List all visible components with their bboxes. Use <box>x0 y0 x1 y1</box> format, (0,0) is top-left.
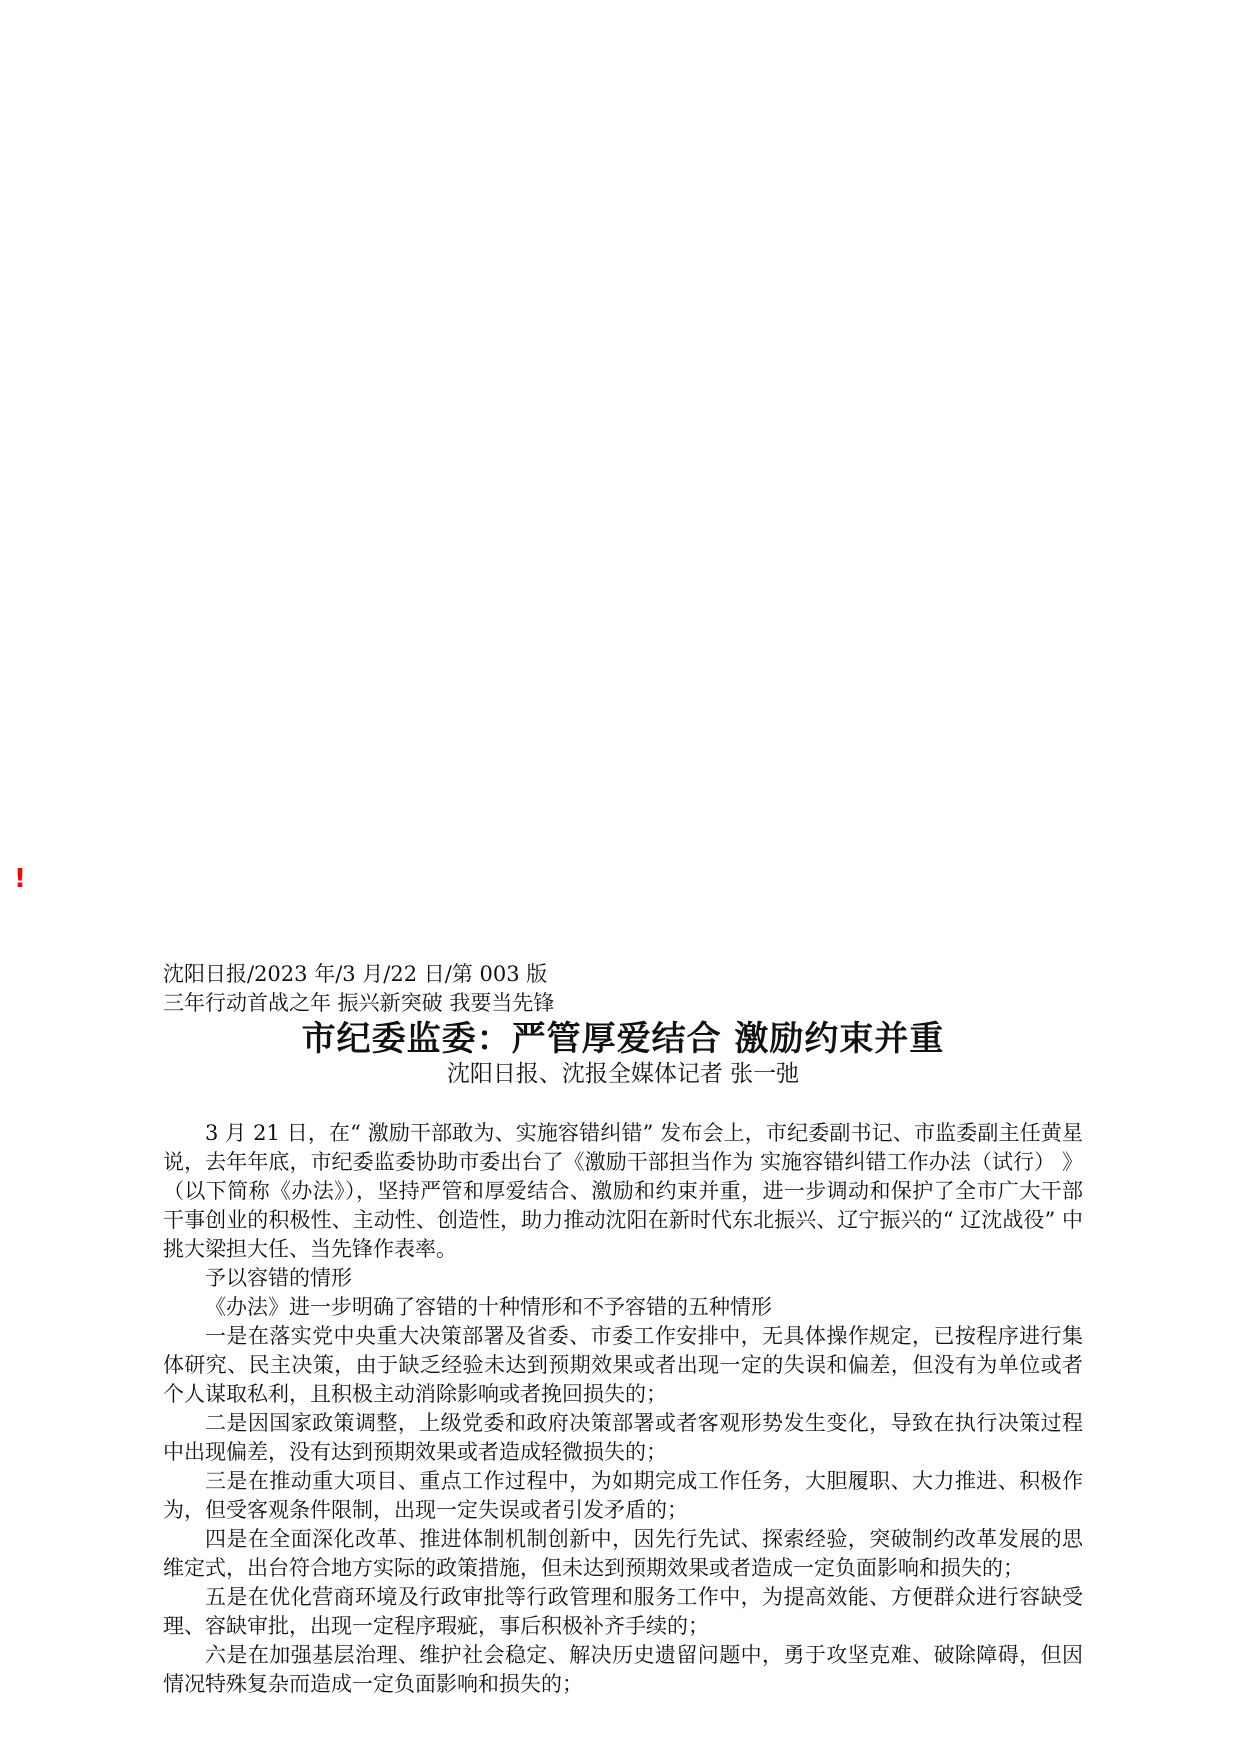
article <box>163 960 1083 1699</box>
paragraph-item-2: 二是因国家政策调整，上级党委和政府决策部署或者客观形势发生变化，导致在执行决策过程中出现偏差，没有达到预期效果或者造成轻微损失的； <box>163 1411 1083 1464</box>
byline: 沈阳日报、沈报全媒体记者 张一弛 <box>446 1061 800 1087</box>
source-line: 沈阳日报/2023 年/3 月/22 日/第 003 版 <box>163 962 548 986</box>
warning-mark: ! <box>14 864 26 894</box>
column-line: 三年行动首战之年 振兴新突破 我要当先锋 <box>163 991 555 1015</box>
section-heading: 予以容错的情形 <box>205 1266 352 1290</box>
paragraph-item-4: 四是在全面深化改革、推进体制机制创新中，因先行先试、探索经验，突破制约改革发展的思维定式，出台符合地方实际的政策措施，但未达到预期效果或者造成一定负面影响和损失的； <box>163 1527 1083 1580</box>
paragraph-intro: 3 月 21 日，在“ 激励干部敢为、实施容错纠错” 发布会上，市纪委副书记、市监委副主任黄星说，去年年底，市纪委监委协助市委出台了《激励干部担当作为 实施容错纠错工作办法（试行） 》（以下简称《办法》），坚持严管和厚爱结合、激励和约束并重，进一步调动和保护了全市广大干部干事创业的积极性、主动性、创造性，助力推动沈阳在新时代东北振兴、辽宁振兴的“ 辽沈战役” 中挑大梁担大任、当先锋作表率。 <box>163 1121 1083 1261</box>
paragraph-item-1: 一是在落实党中央重大决策部署及省委、市委工作安排中，无具体操作规定，已按程序进行集体研究、民主决策，由于缺乏经验未达到预期效果或者出现一定的失误和偏差，但没有为单位或者个人谋取私利，且积极主动消除影响或者挽回损失的； <box>163 1324 1083 1406</box>
paragraph-item-5: 五是在优化营商环境及行政审批等行政管理和服务工作中，为提高效能、方便群众进行容缺受理、容缺审批，出现一定程序瑕疵，事后积极补齐手续的； <box>163 1585 1083 1638</box>
paragraph-summary: 《办法》进一步明确了容错的十种情形和不予容错的五种情形 <box>205 1295 772 1319</box>
article-title: 市纪委监委：严管厚爱结合 激励约束并重 <box>301 1019 945 1059</box>
paragraph-item-3: 三是在推动重大项目、重点工作过程中，为如期完成工作任务，大胆履职、大力推进、积极作为，但受客观条件限制，出现一定失误或者引发矛盾的； <box>163 1469 1083 1522</box>
paragraph-item-6: 六是在加强基层治理、维护社会稳定、解决历史遗留问题中，勇于攻坚克难、破除障碍，但因情况特殊复杂而造成一定负面影响和损失的； <box>163 1643 1083 1696</box>
